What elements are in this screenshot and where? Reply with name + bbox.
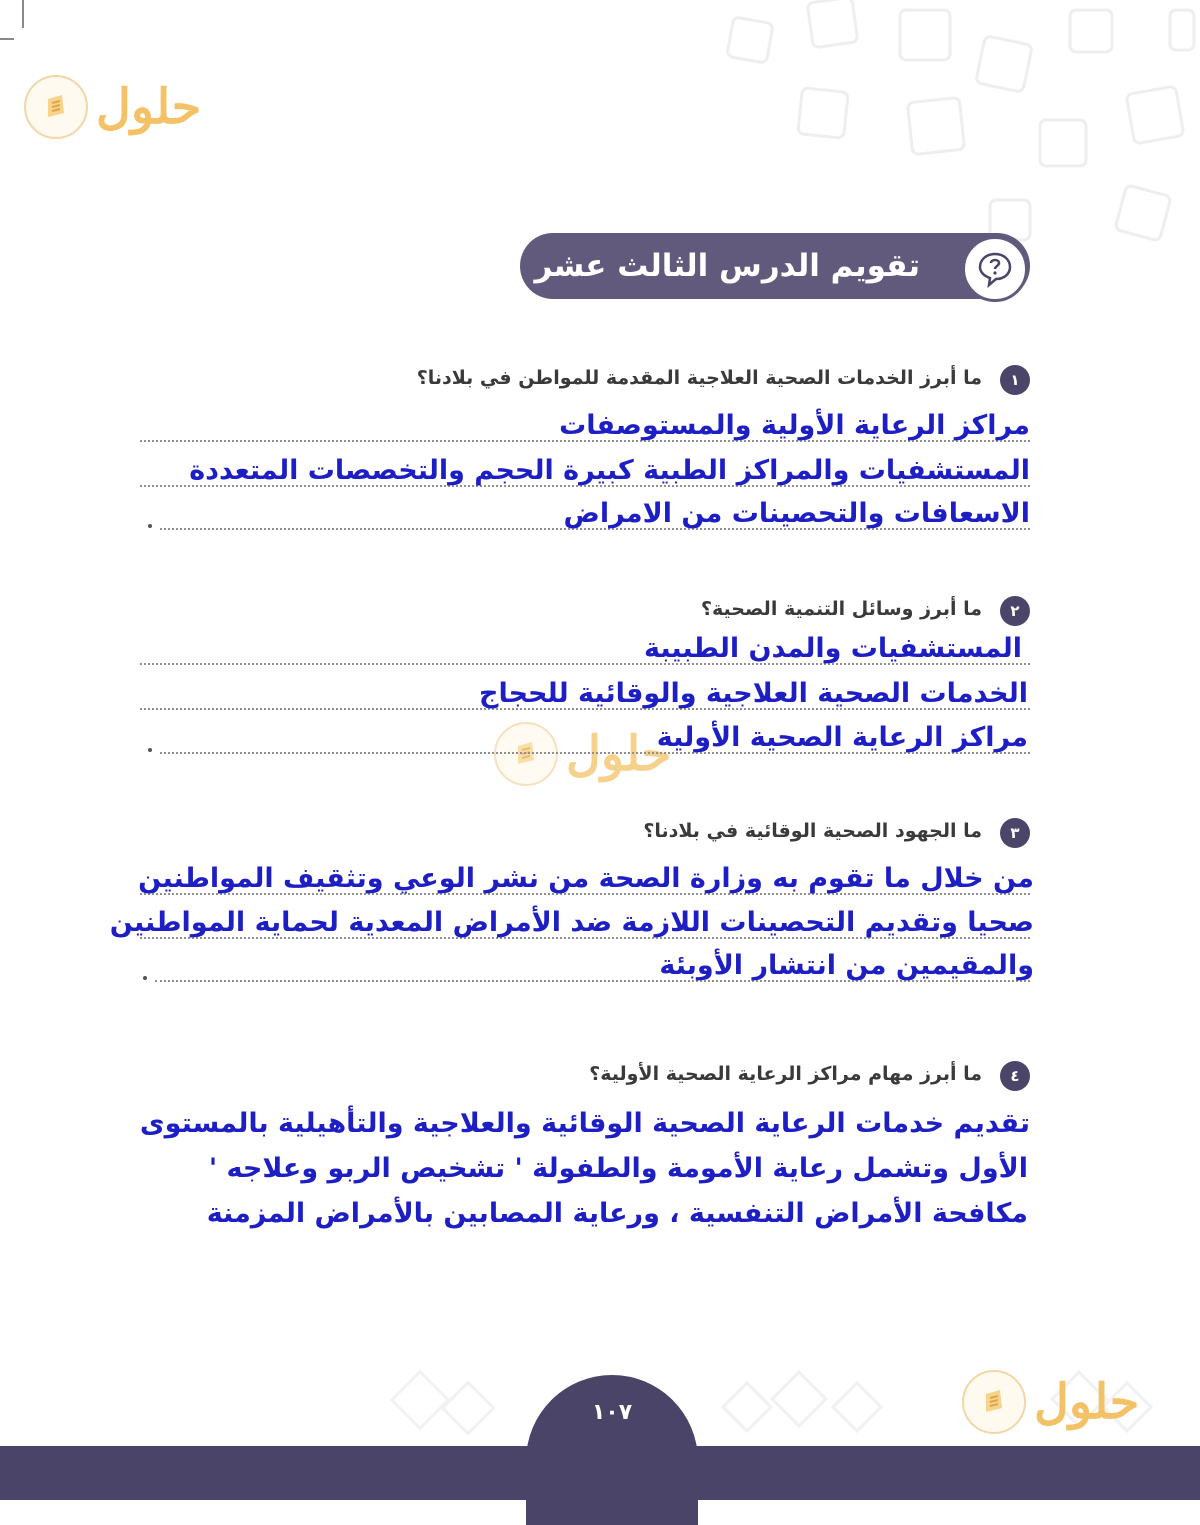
lesson-title-banner bbox=[520, 233, 1030, 299]
question-number: ٣ bbox=[1010, 824, 1020, 842]
question-number: ٢ bbox=[1010, 602, 1020, 620]
answer-text: صحيا وتقديم التحصينات اللازمة ضد الأمراض المعدية لحماية المواطنين bbox=[109, 907, 1034, 938]
watermark-word: حلول bbox=[96, 79, 202, 135]
answer-text: الاسعافات والتحصينات من الامراض bbox=[563, 498, 1030, 529]
question-text: ما أبرز وسائل التنمية الصحية؟ bbox=[700, 598, 982, 620]
lesson-title: تقويم الدرس الثالث عشر bbox=[534, 248, 920, 284]
answer-text: من خلال ما تقوم به وزارة الصحة من نشر الوعي وتثقيف المواطنين bbox=[138, 863, 1034, 894]
answer-text: الخدمات الصحية العلاجية والوقائية للحجاج bbox=[478, 678, 1028, 709]
question-number: ٤ bbox=[1010, 1067, 1020, 1085]
question-text: ما أبرز الخدمات الصحية العلاجية المقدمة للمواطن في بلادنا؟ bbox=[416, 367, 982, 389]
answer-text: تقديم خدمات الرعاية الصحية الوقائية والعلاجية والتأهيلية بالمستوى bbox=[139, 1108, 1030, 1139]
answer-text: مراكز الرعاية الأولية والمستوصفات bbox=[559, 410, 1030, 441]
line-end-dot bbox=[148, 524, 152, 528]
question-number-badge bbox=[1000, 365, 1030, 395]
line-end-dot bbox=[143, 976, 147, 980]
line-end-dot bbox=[148, 748, 152, 752]
answer-text: المستشفيات والمدن الطبيبة bbox=[643, 633, 1022, 664]
watermark-logo bbox=[494, 722, 671, 786]
answer-text: والمقيمين من انتشار الأوبئة bbox=[659, 950, 1034, 981]
book-badge-icon bbox=[24, 75, 88, 139]
watermark-logo bbox=[962, 1370, 1139, 1434]
page-number: ١٠٧ bbox=[591, 1400, 633, 1425]
answer-text: مراكز الرعاية الصحية الأولية bbox=[656, 722, 1028, 753]
answer-text: الأول وتشمل رعاية الأمومة والطفولة ' تشخيص الربو وعلاجه ' bbox=[208, 1153, 1028, 1184]
question-text: ما أبرز مهام مراكز الرعاية الصحية الأولية؟ bbox=[589, 1063, 982, 1085]
question-number: ١ bbox=[1010, 371, 1020, 389]
book-badge-icon bbox=[494, 722, 558, 786]
question-number-badge bbox=[1000, 1061, 1030, 1091]
watermark-word: حلول bbox=[566, 726, 672, 782]
watermark-logo bbox=[24, 75, 201, 139]
book-badge-icon bbox=[962, 1370, 1026, 1434]
page-edge-mark bbox=[22, 0, 24, 28]
question-text: ما الجهود الصحية الوقائية في بلادنا؟ bbox=[643, 820, 982, 842]
question-number-badge bbox=[1000, 596, 1030, 626]
answer-text: مكافحة الأمراض التنفسية ، ورعاية المصابين بالأمراض المزمنة bbox=[206, 1198, 1028, 1229]
footer-bar bbox=[0, 1446, 1200, 1500]
page-edge-mark bbox=[0, 38, 14, 40]
question-number-badge bbox=[1000, 818, 1030, 848]
question-bubble-icon bbox=[962, 236, 1028, 302]
answer-text: المستشفيات والمراكز الطبية كبيرة الحجم والتخصصات المتعددة bbox=[189, 455, 1030, 486]
watermark-word: حلول bbox=[1034, 1374, 1140, 1430]
